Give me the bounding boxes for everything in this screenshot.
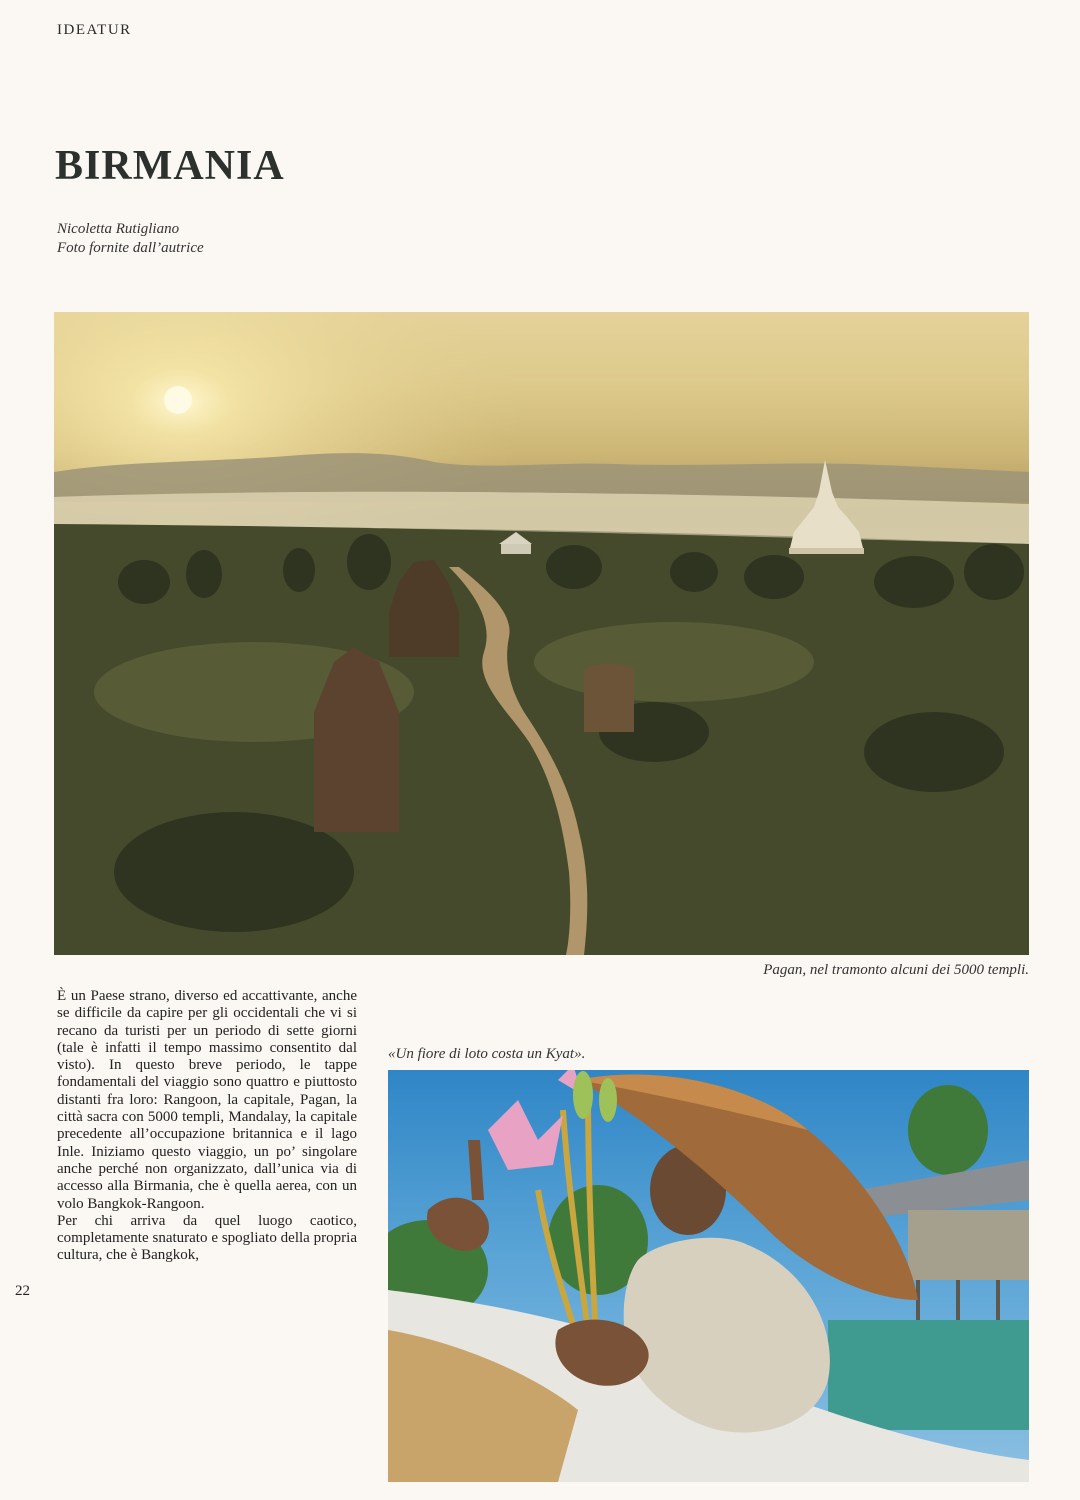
author-name: Nicoletta Rutigliano — [57, 221, 180, 237]
article-title: BIRMANIA — [55, 143, 285, 189]
body-paragraph-1: È un Paese strano, diverso ed accattivante, anche se difficile da capire per gli occidentali che vi si recano da turisti per un periodo di sette giorni (tale è infatti il tempo massimo consentito dal visto). In questo breve periodo, le tappe fondamentali del viaggio sono quattro e piuttosto distanti fra loro: Rangoon, la capitale, Pagan, la città sacra con 5000 templi, Mandalay, la capitale precedente all’occupazione britannica e il lago Inle. Iniziamo questo viaggio, un po’ singolare anche perché non organizzato, dall’unica via di accesso alla Birmania, che è quella aerea, con un volo Bangkok-Rangoon. — [57, 988, 357, 1212]
body-paragraph-2: Per chi arriva da quel luogo caotico, completamente snaturato e spogliato della propria cultura, che è Bangkok, — [57, 1212, 357, 1264]
byline — [57, 220, 204, 258]
photo-credit: Foto fornite dall’autrice — [57, 240, 204, 256]
main-photo-caption: Pagan, nel tramonto alcuni dei 5000 templi. — [763, 962, 1029, 978]
running-head: IDEATUR — [57, 22, 132, 38]
article-body — [57, 988, 357, 1265]
second-photo-caption: «Un fiore di loto costa un Kyat». — [388, 1046, 586, 1062]
pagan-sunset-photo — [54, 312, 1029, 955]
lotus-seller-photo — [388, 1070, 1029, 1482]
page-number: 22 — [15, 1283, 30, 1299]
